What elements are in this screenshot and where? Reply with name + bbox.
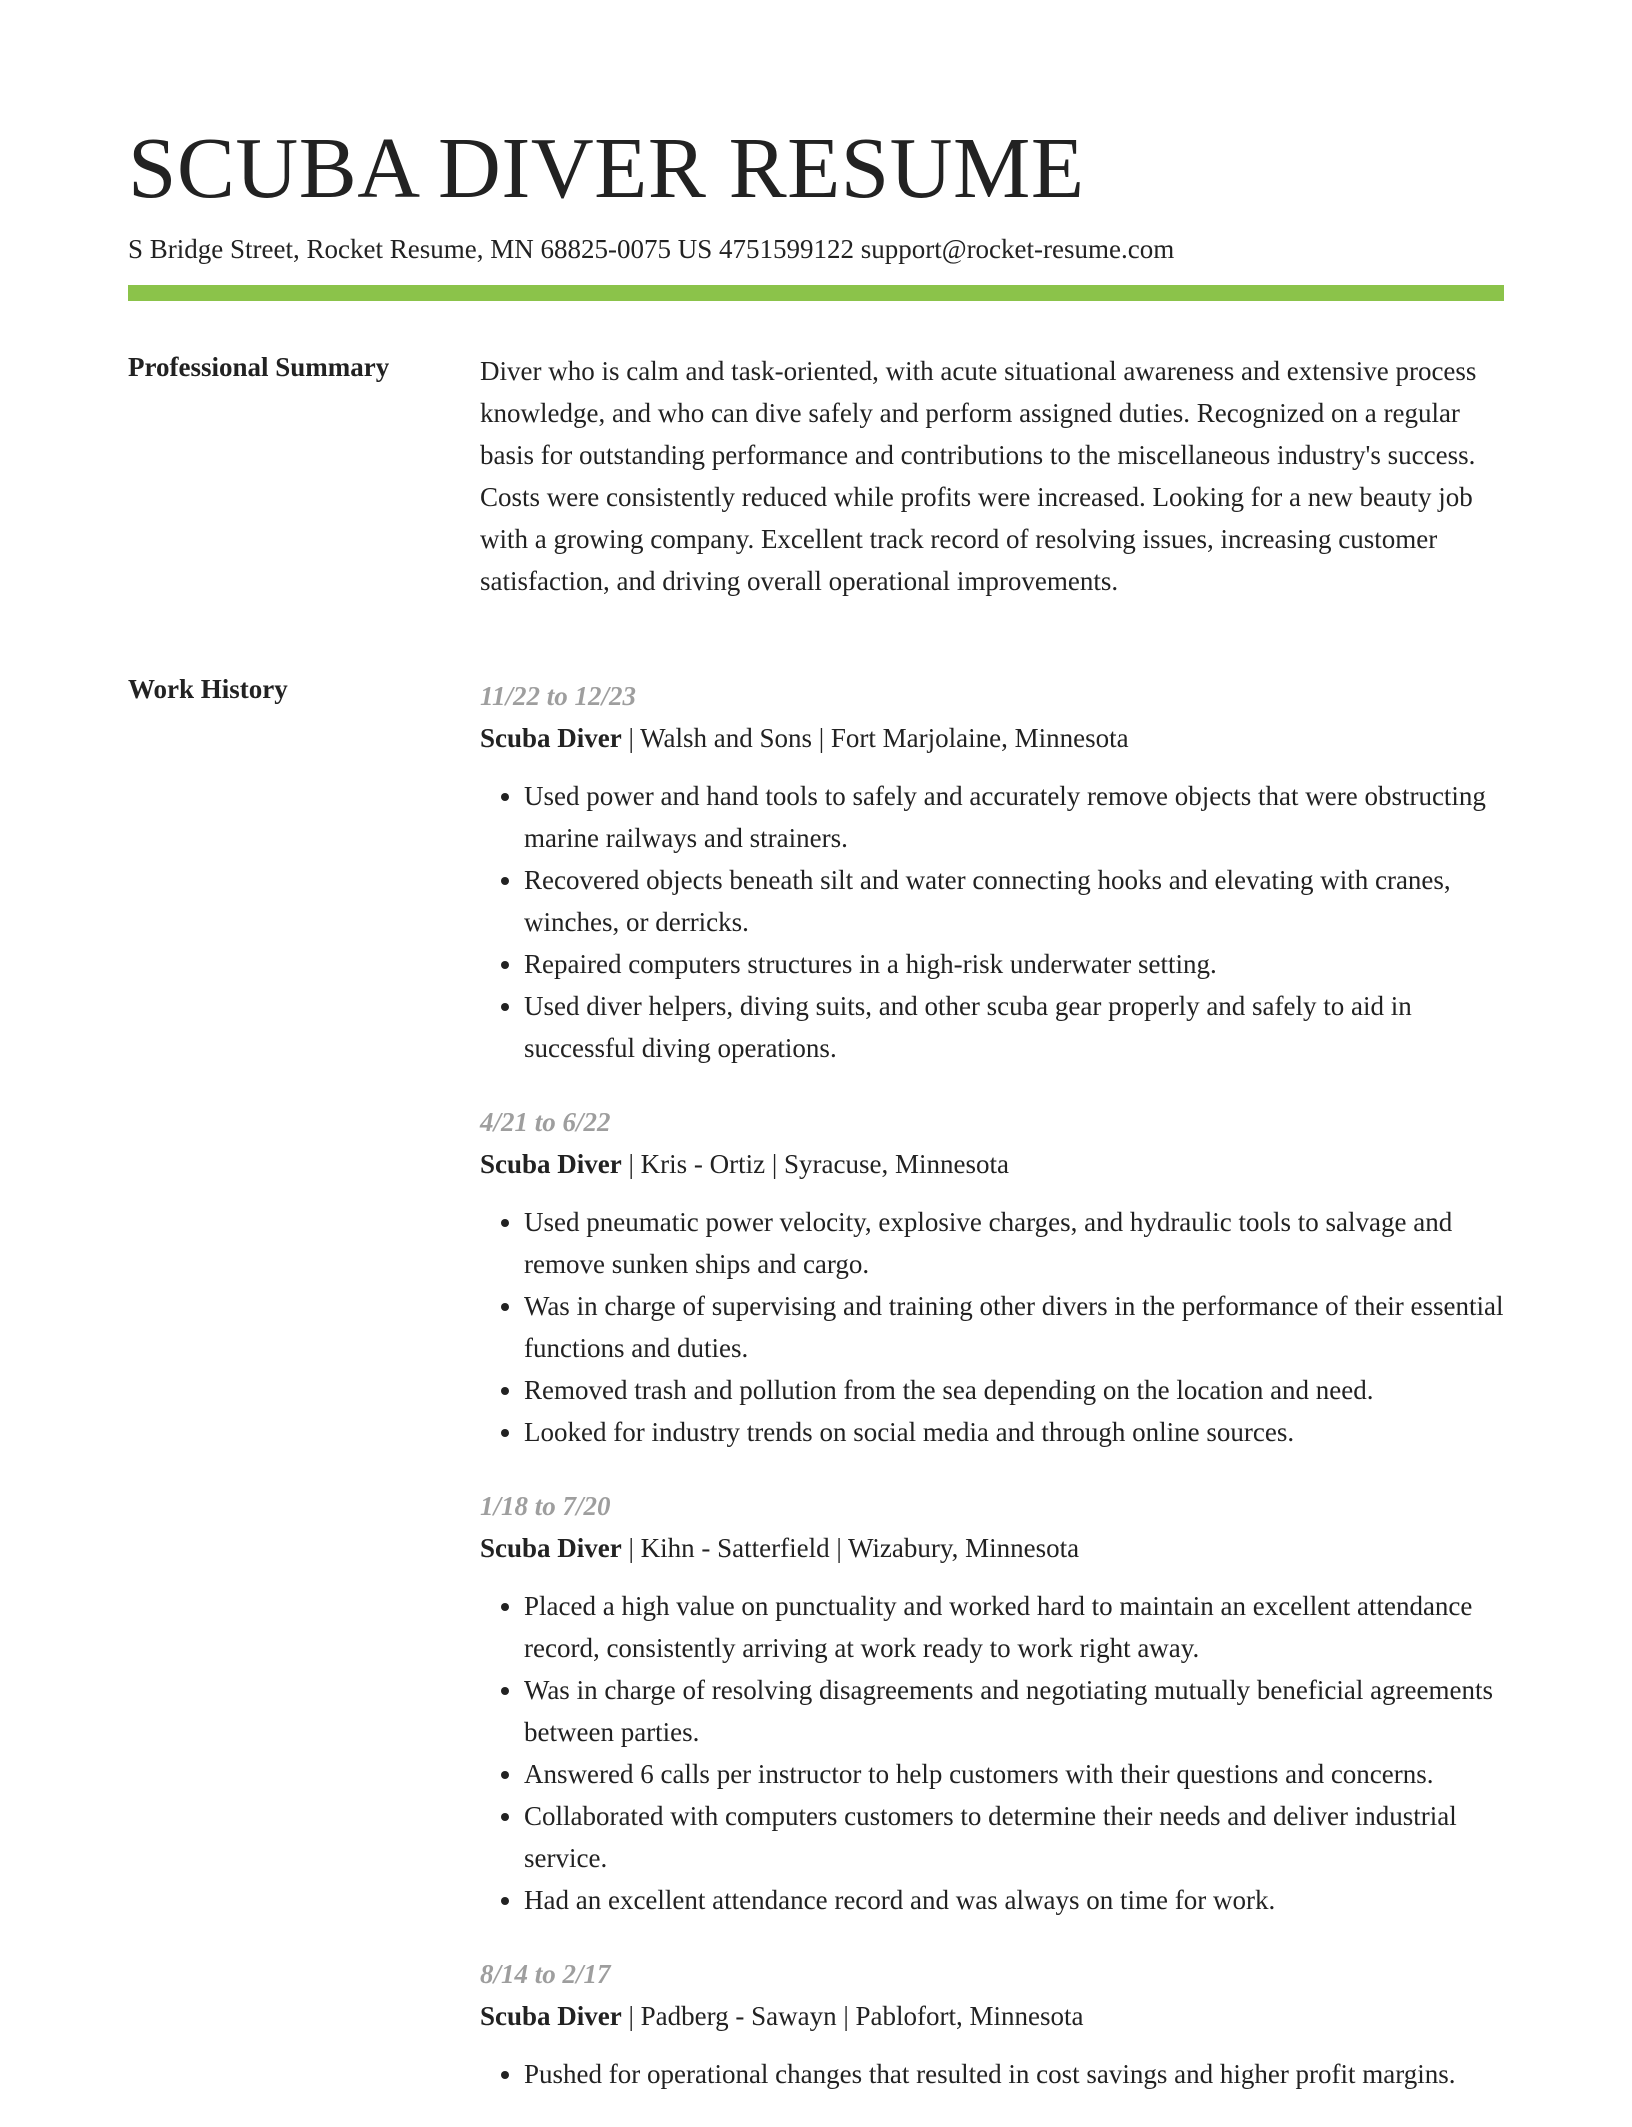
job-bullet: • Collaborated with computers customers to determine their needs and deliver industrial service. xyxy=(524,1795,1504,1879)
header-divider xyxy=(128,285,1504,301)
job-bullet: • Was in charge of resolving disagreements and negotiating mutually beneficial agreements between parties. xyxy=(524,1669,1504,1753)
contact-line: S Bridge Street, Rocket Resume, MN 68825-0075 US 4751599122 support@rocket-resume.com xyxy=(128,234,1175,264)
job-employer-location: | Kihn - Satterfield | Wizabury, Minnesota xyxy=(621,1533,1080,1563)
job-bullet: • Was in charge of supervising and training other divers in the performance of their essential functions and duties. xyxy=(524,1285,1504,1369)
job-entry xyxy=(480,1953,1504,2095)
job-bullet: • Used pneumatic power velocity, explosive charges, and hydraulic tools to salvage and remove sunken ships and cargo. xyxy=(524,1201,1504,1285)
work-history-section xyxy=(480,675,1504,2127)
job-title: Scuba Diver xyxy=(480,723,622,753)
job-entry xyxy=(480,1485,1504,1921)
job-bullet: • Had an excellent attendance record and was always on time for work. xyxy=(524,1879,1504,1921)
job-title: Scuba Diver xyxy=(480,1533,622,1563)
job-dates: 11/22 to 12/23 xyxy=(480,681,637,711)
job-header xyxy=(480,1995,1504,2037)
job-dates: 8/14 to 2/17 xyxy=(480,1959,611,1989)
resume-title: SCUBA DIVER RESUME xyxy=(128,119,1085,216)
professional-summary-text: Diver who is calm and task-oriented, with acute situational awareness and extensive process knowledge, and who can dive safely and perform assigned duties. Recognized on a regular basis for outstanding performance and contributions to the miscellaneous industry's success. Costs were consistently reduced while profits were increased. Looking for a new beauty job with a growing company. Excellent track record of resolving issues, increasing customer satisfaction, and driving overall operational improvements. xyxy=(480,356,1477,596)
job-bullet: • Looked for industry trends on social media and through online sources. xyxy=(524,1411,1504,1453)
job-title: Scuba Diver xyxy=(480,2001,622,2031)
job-employer-location: | Kris - Ortiz | Syracuse, Minnesota xyxy=(621,1149,1009,1179)
job-dates: 1/18 to 7/20 xyxy=(480,1491,611,1521)
job-header xyxy=(480,717,1504,759)
job-header xyxy=(480,1143,1504,1185)
job-entry xyxy=(480,1101,1504,1453)
job-employer-location: | Padberg - Sawayn | Pablofort, Minnesota xyxy=(621,2001,1084,2031)
job-bullet: • Used power and hand tools to safely and accurately remove objects that were obstructing marine railways and strainers. xyxy=(524,775,1504,859)
job-bullets xyxy=(480,1201,1504,1453)
job-bullet: • Removed trash and pollution from the sea depending on the location and need. xyxy=(524,1369,1504,1411)
job-bullet: • Placed a high value on punctuality and worked hard to maintain an excellent attendance record, consistently arriving at work ready to work right away. xyxy=(524,1585,1504,1669)
job-header xyxy=(480,1527,1504,1569)
professional-summary-section xyxy=(480,350,1504,602)
job-bullet: • Recovered objects beneath silt and water connecting hooks and elevating with cranes, winches, or derricks. xyxy=(524,859,1504,943)
job-bullet: • Pushed for operational changes that resulted in cost savings and higher profit margins. xyxy=(524,2053,1504,2095)
job-bullets xyxy=(480,1585,1504,1921)
job-title: Scuba Diver xyxy=(480,1149,622,1179)
job-bullet: • Answered 6 calls per instructor to help customers with their questions and concerns. xyxy=(524,1753,1504,1795)
work-history-heading: Work History xyxy=(128,674,288,704)
job-bullet: • Used diver helpers, diving suits, and other scuba gear properly and safely to aid in successful diving operations. xyxy=(524,985,1504,1069)
job-bullets xyxy=(480,775,1504,1069)
job-entry xyxy=(480,675,1504,1069)
job-bullets xyxy=(480,2053,1504,2095)
job-dates: 4/21 to 6/22 xyxy=(480,1107,611,1137)
professional-summary-heading: Professional Summary xyxy=(128,352,390,382)
job-employer-location: | Walsh and Sons | Fort Marjolaine, Minnesota xyxy=(621,723,1129,753)
job-bullet: • Repaired computers structures in a high-risk underwater setting. xyxy=(524,943,1504,985)
